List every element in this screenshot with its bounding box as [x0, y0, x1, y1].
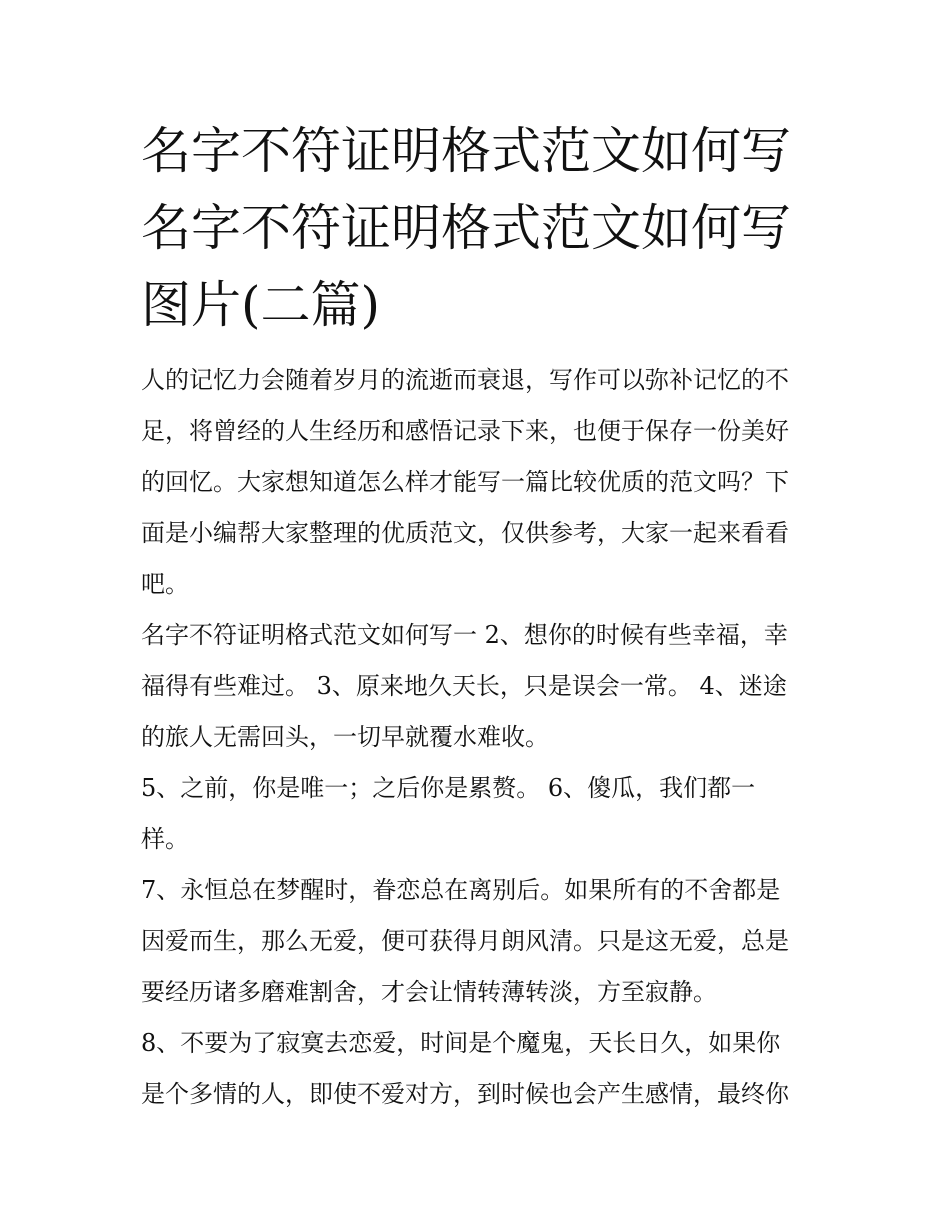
title-line: 名字不符证明格式范文如何写 — [141, 122, 791, 180]
text-line: 人的记忆力会随着岁月的流逝而衰退，写作可以弥补记忆的不 — [141, 366, 789, 394]
text-line: 5、之前，你是唯一；之后你是累赘。 6、傻瓜，我们都一 — [141, 774, 756, 802]
document-body — [141, 113, 821, 1120]
text-line: 吧。 — [141, 570, 189, 598]
title-line: 图片(二篇) — [141, 276, 381, 334]
document-title — [141, 113, 821, 344]
text-line: 足，将曾经的人生经历和感悟记录下来，也便于保存一份美好 — [141, 417, 789, 445]
text-line: 面是小编帮大家整理的优质范文，仅供参考，大家一起来看看 — [141, 519, 789, 547]
body-paragraph — [141, 1018, 821, 1120]
text-line: 的旅人无需回头，一切早就覆水难收。 — [141, 723, 549, 751]
text-line: 样。 — [141, 825, 189, 853]
text-line: 是个多情的人，即使不爱对方，到时候也会产生感情，最终你 — [141, 1080, 789, 1108]
text-line: 名字不符证明格式范文如何写一 2、想你的时候有些幸福，幸 — [141, 621, 788, 649]
text-line: 8、不要为了寂寞去恋爱，时间是个魔鬼，天长日久，如果你 — [141, 1029, 781, 1057]
text-line: 福得有些难过。 3、原来地久天长，只是误会一常。 4、迷途 — [141, 672, 787, 700]
body-paragraph — [141, 610, 821, 763]
body-paragraph — [141, 865, 821, 1018]
text-line: 因爱而生，那么无爱，便可获得月朗风清。只是这无爱，总是 — [141, 927, 789, 955]
text-line: 的回忆。大家想知道怎么样才能写一篇比较优质的范文吗？下 — [141, 468, 789, 496]
body-paragraph — [141, 763, 821, 865]
intro-paragraph — [141, 355, 821, 610]
title-line: 名字不符证明格式范文如何写 — [141, 199, 791, 257]
text-line: 7、永恒总在梦醒时，眷恋总在离别后。如果所有的不舍都是 — [141, 876, 781, 904]
text-line: 要经历诸多磨难割舍，才会让情转薄转淡，方至寂静。 — [141, 978, 717, 1006]
